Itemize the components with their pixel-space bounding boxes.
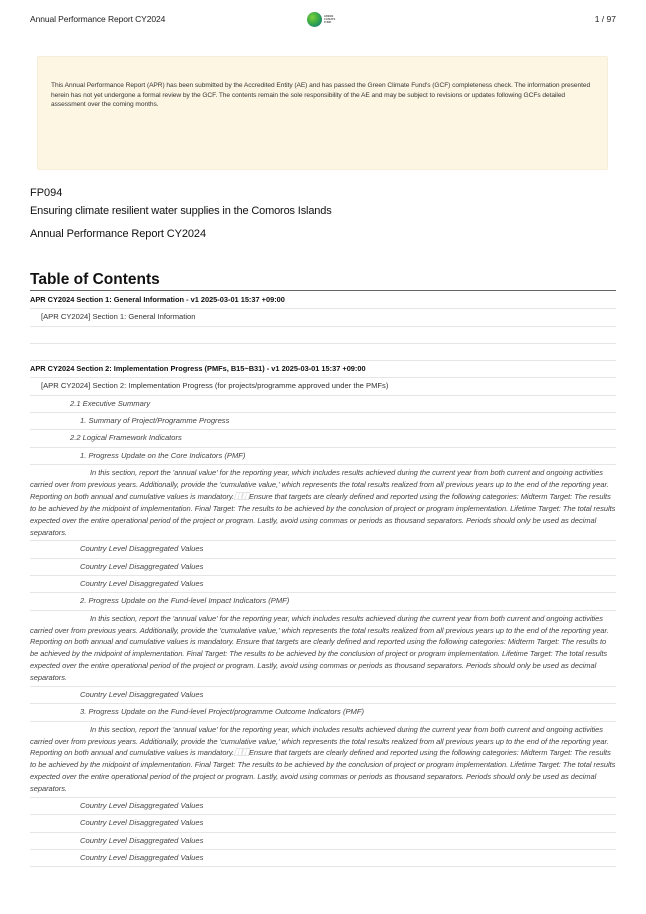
toc-entry[interactable]: 1. Summary of Project/Programme Progress	[30, 413, 616, 430]
toc-entry[interactable]: Country Level Disaggregated Values	[30, 850, 616, 867]
disclaimer-text: This Annual Performance Report (APR) has been submitted by the Accredited Entity (AE) and has passed the Green Climate Fund's (GCF) completeness check. The information presented herein has not yet undergone a formal review by the GCF. The contents remain the sole responsibility of the AE and may be subject to revisions or updates following GCFs detailed assessment over the coming months.	[51, 82, 591, 109]
green-globe-icon	[307, 12, 322, 27]
toc-section-heading[interactable]: APR CY2024 Section 1: General Information - v1 2025-03-01 15:37 +09:00	[30, 292, 616, 309]
toc-list	[30, 292, 616, 867]
report-title: Annual Performance Report CY2024	[30, 228, 206, 240]
project-name: Ensuring climate resilient water supplies in the Comoros Islands	[30, 205, 332, 217]
page-indicator: 1 / 97	[594, 14, 616, 24]
toc-entry[interactable]: Country Level Disaggregated Values	[30, 833, 616, 850]
toc-entry[interactable]: Country Level Disaggregated Values	[30, 559, 616, 576]
toc-blank-row	[30, 344, 616, 361]
page-header	[0, 0, 646, 36]
toc-entry[interactable]: 1. Progress Update on the Core Indicators (PMF)	[30, 448, 616, 465]
toc-entry[interactable]: Country Level Disaggregated Values	[30, 541, 616, 558]
toc-heading: Table of Contents	[30, 270, 616, 291]
disclaimer-notice	[37, 56, 608, 170]
toc-entry[interactable]: 3. Progress Update on the Fund-level Project/programme Outcome Indicators (PMF)	[30, 704, 616, 721]
toc-entry[interactable]: Country Level Disaggregated Values	[30, 815, 616, 832]
toc-section-heading[interactable]: APR CY2024 Section 2: Implementation Progress (PMFs, B15~B31) - v1 2025-03-01 15:37 +09:00	[30, 361, 616, 378]
toc-entry[interactable]: 2.2 Logical Framework Indicators	[30, 430, 616, 447]
toc-instruction-text[interactable]: In this section, report the 'annual value' for the reporting year, which includes results achieved during the current year from both current and ongoing activities carried over from previous years. Additionally, provide the 'cumulative value,' which represents the total results realized from all previous years up to the end of the reporting year. Reporting on both annual and cumulative values is mandatory. Ensure that targets are clearly defined and reported using the following categories: Midterm Target: The results to be achieved by the midpoint of implementation. Final Target: The results to be achieved by the conclusion of project or program implementation. Lifetime Target: The total results expected over the entire operational period of the project or program. Lastly, avoid using commas or periods as thousand separators. Periods should only be used as decimal separators.	[30, 611, 616, 687]
toc-entry[interactable]: 2.1 Executive Summary	[30, 396, 616, 413]
toc-entry[interactable]: Country Level Disaggregated Values	[30, 576, 616, 593]
gcf-logo	[307, 9, 341, 29]
toc-entry[interactable]: [APR CY2024] Section 1: General Information	[30, 309, 616, 326]
project-code: FP094	[30, 187, 63, 199]
toc-entry[interactable]: Country Level Disaggregated Values	[30, 798, 616, 815]
toc-entry[interactable]: [APR CY2024] Section 2: Implementation Progress (for projects/programme approved under the PMFs)	[30, 378, 616, 395]
toc-blank-row	[30, 327, 616, 344]
project-info	[30, 186, 616, 241]
header-title: Annual Performance Report CY2024	[30, 14, 166, 24]
toc-entry[interactable]: Country Level Disaggregated Values	[30, 687, 616, 704]
logo-text: GREEN CLIMATE FUND	[324, 14, 336, 24]
toc-entry[interactable]: 2. Progress Update on the Fund-level Impact Indicators (PMF)	[30, 593, 616, 610]
toc-instruction-text[interactable]: In this section, report the 'annual value' for the reporting year, which includes results achieved during the current year from both current and ongoing activities carried over from previous years. Additionally, provide the 'cumulative value,' which represents the total results realized from all previous years up to the end of the reporting year. Reporting on both annual and cumulative values is mandatory.⿰⿰Ensure that targets are clearly defined and reported using the following categories: Midterm Target: The results to be achieved by the midpoint of implementation. Final Target: The results to be achieved by the conclusion of project or program implementation. Lifetime Target: The total results expected over the entire operational period of the project or program. Lastly, avoid using commas or periods as thousand separators. Periods should only be used as decimal separators.	[30, 465, 616, 541]
toc-instruction-text[interactable]: In this section, report the 'annual value' for the reporting year, which includes results achieved during the current year from both current and ongoing activities carried over from previous years. Additionally, provide the 'cumulative value,' which represents the total results realized from all previous years up to the end of the reporting year. Reporting on both annual and cumulative values is mandatory.⿰⿰Ensure that targets are clearly defined and reported using the following categories: Midterm Target: The results to be achieved by the midpoint of implementation. Final Target: The results to be achieved by the conclusion of project or program implementation. Lifetime Target: The total results expected over the entire operational period of the project or program. Lastly, avoid using commas or periods as thousand separators. Periods should only be used as decimal separators.	[30, 722, 616, 798]
